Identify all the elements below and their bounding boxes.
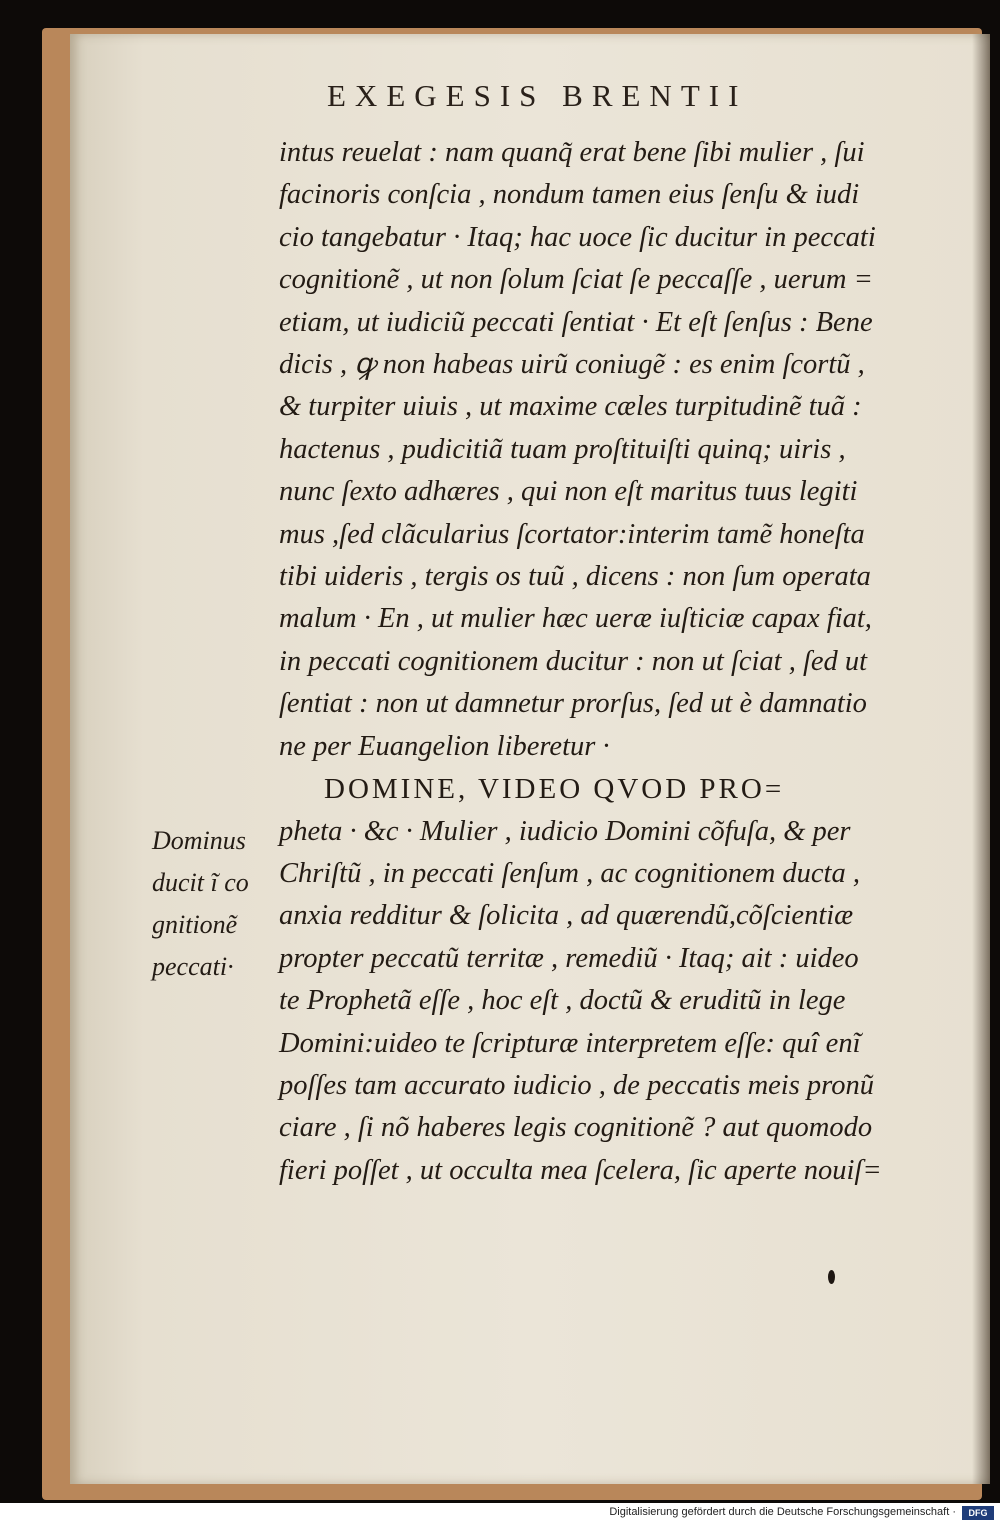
- text-line: fieri poſſet , ut occulta mea ſcelera, ſic aperte nouiſ=: [279, 1154, 882, 1186]
- margin-note-line: gnitionẽ: [152, 910, 238, 939]
- text-line: tibi uideris , tergis os tuũ , dicens : non ſum operata: [279, 561, 871, 593]
- text-line: Chriſtũ , in peccati ſenſum , ac cognitionem ducta ,: [279, 857, 860, 889]
- text-line: propter peccatũ territæ , remediũ · Itaq; ait : uideo: [279, 942, 859, 974]
- text-line: cio tangebatur · Itaq; hac uoce ſic ducitur in peccati: [279, 221, 876, 253]
- text-line: & turpiter uiuis , ut maxime cæles turpitudinẽ tuã :: [279, 391, 862, 423]
- text-line: in peccati cognitionem ducitur : non ut ſciat , ſed ut: [279, 645, 868, 677]
- text-line: intus reuelat : nam quanq̃ erat bene ſibi mulier , ſui: [279, 137, 865, 168]
- running-head: EXEGESIS BRENTII: [327, 78, 748, 113]
- text-line: etiam, ut iudiciũ peccati ſentiat · Et eſt ſenſus : Bene: [279, 306, 873, 338]
- margin-note: [152, 820, 252, 988]
- page-gutter-shadow: [972, 34, 990, 1484]
- text-line: poſſes tam accurato iudicio , de peccatis meis pronũ: [279, 1069, 874, 1101]
- section-heading-line: DOMINE, VIDEO QVOD PRO=: [324, 773, 785, 806]
- body-text: [279, 132, 899, 1192]
- text-line: ciare , ſi nõ haberes legis cognitionẽ ? aut quomodo: [279, 1112, 873, 1144]
- text-line: malum · En , ut mulier hæc ueræ iuſticiæ capax fiat,: [279, 603, 872, 635]
- text-line: dicis , ꝙ non habeas uirũ coniugẽ : es enim ſcortũ ,: [279, 349, 865, 381]
- digitization-footer: [0, 1503, 1000, 1524]
- text-line: hactenus , pudicitiã tuam proſtituiſti quinq; uiris ,: [279, 433, 846, 465]
- text-line: anxia redditur & ſolicita , ad quærendũ,cõſcientiæ: [279, 900, 854, 932]
- ink-spot: [828, 1270, 835, 1284]
- text-line: ſentiat : non ut damnetur prorſus, ſed ut è damnatio: [279, 688, 867, 720]
- margin-note-line: peccati·: [152, 952, 234, 981]
- text-line: Domini:uideo te ſcripturæ interpretem eſſe: quî enĩ: [279, 1027, 861, 1059]
- funding-credit: Digitalisierung gefördert durch die Deutsche Forschungsgemeinschaft ·: [609, 1506, 956, 1518]
- dfg-logo: DFG: [962, 1506, 994, 1520]
- text-line: cognitionẽ , ut non ſolum ſciat ſe peccaſſe , uerum =: [279, 264, 873, 296]
- text-line: pheta · &c · Mulier , iudicio Domini cõfuſa, & per: [279, 815, 851, 847]
- text-line: ne per Euangelion liberetur ·: [279, 730, 610, 762]
- text-line: te Prophetã eſſe , hoc eſt , doctũ & eruditũ in lege: [279, 985, 846, 1017]
- text-line: facinoris conſcia , nondum tamen eius ſenſu & iudi: [279, 179, 860, 211]
- text-line: nunc ſexto adhæres , qui non eſt maritus tuus legiti: [279, 476, 858, 508]
- margin-note-line: Dominus: [152, 826, 246, 855]
- margin-note-line: ducit ĩ co: [152, 868, 249, 897]
- text-line: mus ,ſed clãcularius ſcortator:interim tamẽ honeſta: [279, 518, 865, 550]
